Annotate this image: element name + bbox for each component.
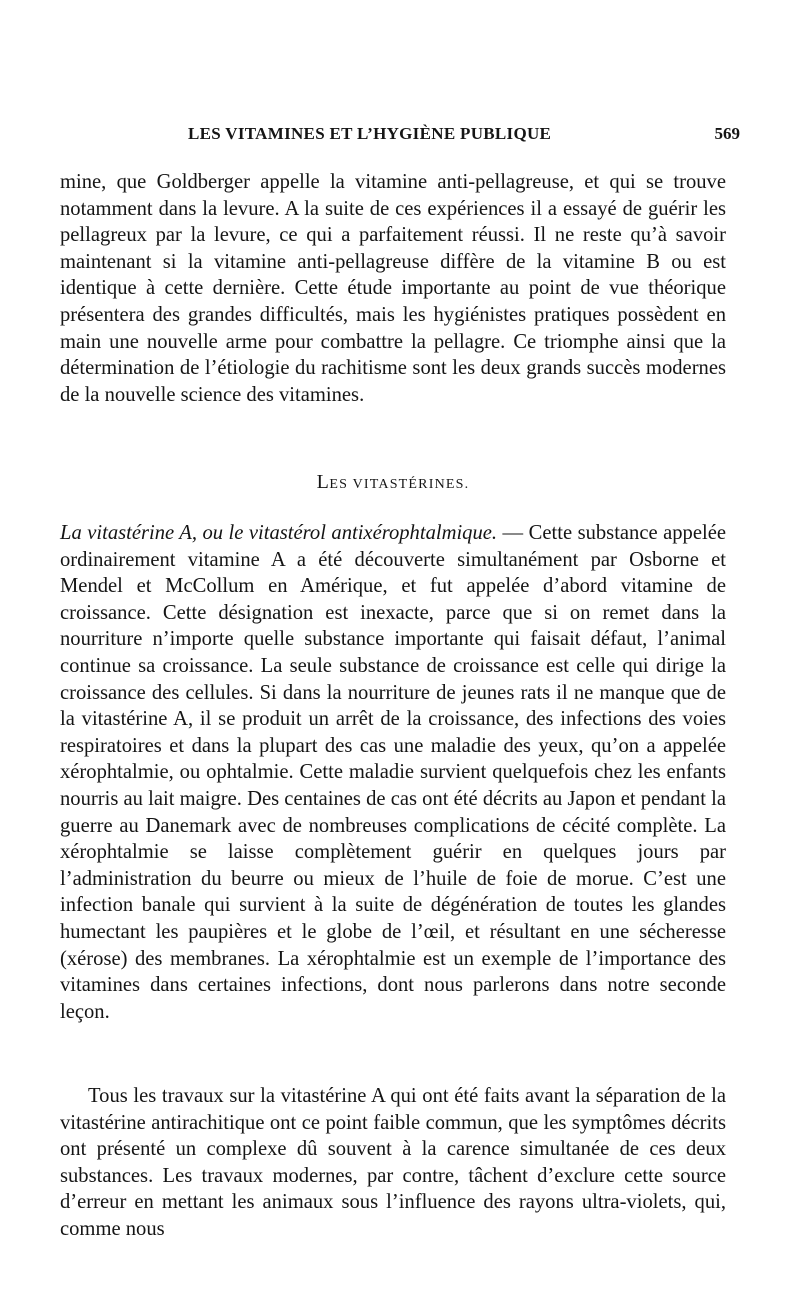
paragraph-lead-italic: La vitastérine A, ou le vitastérol antixérophtalmique. xyxy=(60,522,498,544)
section-heading-smallcaps: ES VITASTÉRINES. xyxy=(329,477,470,492)
paragraph-vitasterine-a-body: — Cette substance appelée ordinairement vitamine A a été découverte simultanément par Osborne et Mendel et McCollum en Amérique, et fut appelée d’abord vitamine de croissance. Cette désignation est inexacte, parce que si on remet dans la nourriture n’importe quelle substance importante qui faisait défaut, l’animal continue sa croissance. La seule substance de croissance est celle qui dirige la croissance des cellules. Si dans la nourriture de jeunes rats il ne manque que de la vitastérine A, il se produit un arrêt de la croissance, des infections des voies respiratoires et dans la plupart des cas une maladie des yeux, qu’on a appelée xérophtalmie, ou ophtalmie. Cette maladie survient quelquefois chez les enfants nourris au lait maigre. Des centaines de cas ont été décrits au Japon et pendant la guerre au Danemark avec de nombreuses complications de cécité complète. La xérophtalmie se laisse complètement guérir en quelques jours par l’administration du beurre ou mieux de l’huile de foie de morue. C’est une infection banale qui survient à la suite de dégénération de toutes les glandes humectant les paupières et le globe de l’œil, et résultant en une sécheresse (xérose) des membranes. La xérophtalmie est un exemple de l’importance des vitamines dans certaines infections, dont nous parlerons dans notre seconde leçon. xyxy=(60,522,726,1023)
section-heading xyxy=(60,471,726,494)
running-title: LES VITAMINES ET L’HYGIÈNE PUBLIQUE xyxy=(188,124,552,143)
paragraph-travaux: Tous les travaux sur la vitastérine A qui ont été faits avant la séparation de la vitastérine antirachitique ont ce point faible commun, que les symptômes décrits ont présenté un complexe dû souvent à la carence simultanée de ces deux substances. Les travaux modernes, par contre, tâchent d’exclure cette source d’erreur en mettant les animaux sous l’influence des rayons ultra-violets, qui, comme nous xyxy=(60,1085,726,1240)
paragraph-pellagra: mine, que Goldberger appelle la vitamine anti-pellagreuse, et qui se trouve notamment dans la levure. A la suite de ces expériences il a essayé de guérir les pellagreux par la levure, ce qui a parfaitement réussi. Il ne reste qu’à savoir maintenant si la vitamine anti-pellagreuse diffère de la vitamine B ou est identique à cette dernière. Cette étude importante au point de vue théorique présentera des grandes difficultés, mais les hygiénistes pratiques possèdent en main une nouvelle arme pour combattre la pellagre. Ce triomphe ainsi que la détermination de l’étiologie du rachitisme sont les deux grands succès modernes de la nouvelle science des vitamines. xyxy=(60,171,726,406)
section-heading-initial: L xyxy=(316,471,330,493)
running-head xyxy=(60,124,740,148)
page-number: 569 xyxy=(714,124,740,143)
paragraph-vitasterine-a xyxy=(60,520,726,1025)
